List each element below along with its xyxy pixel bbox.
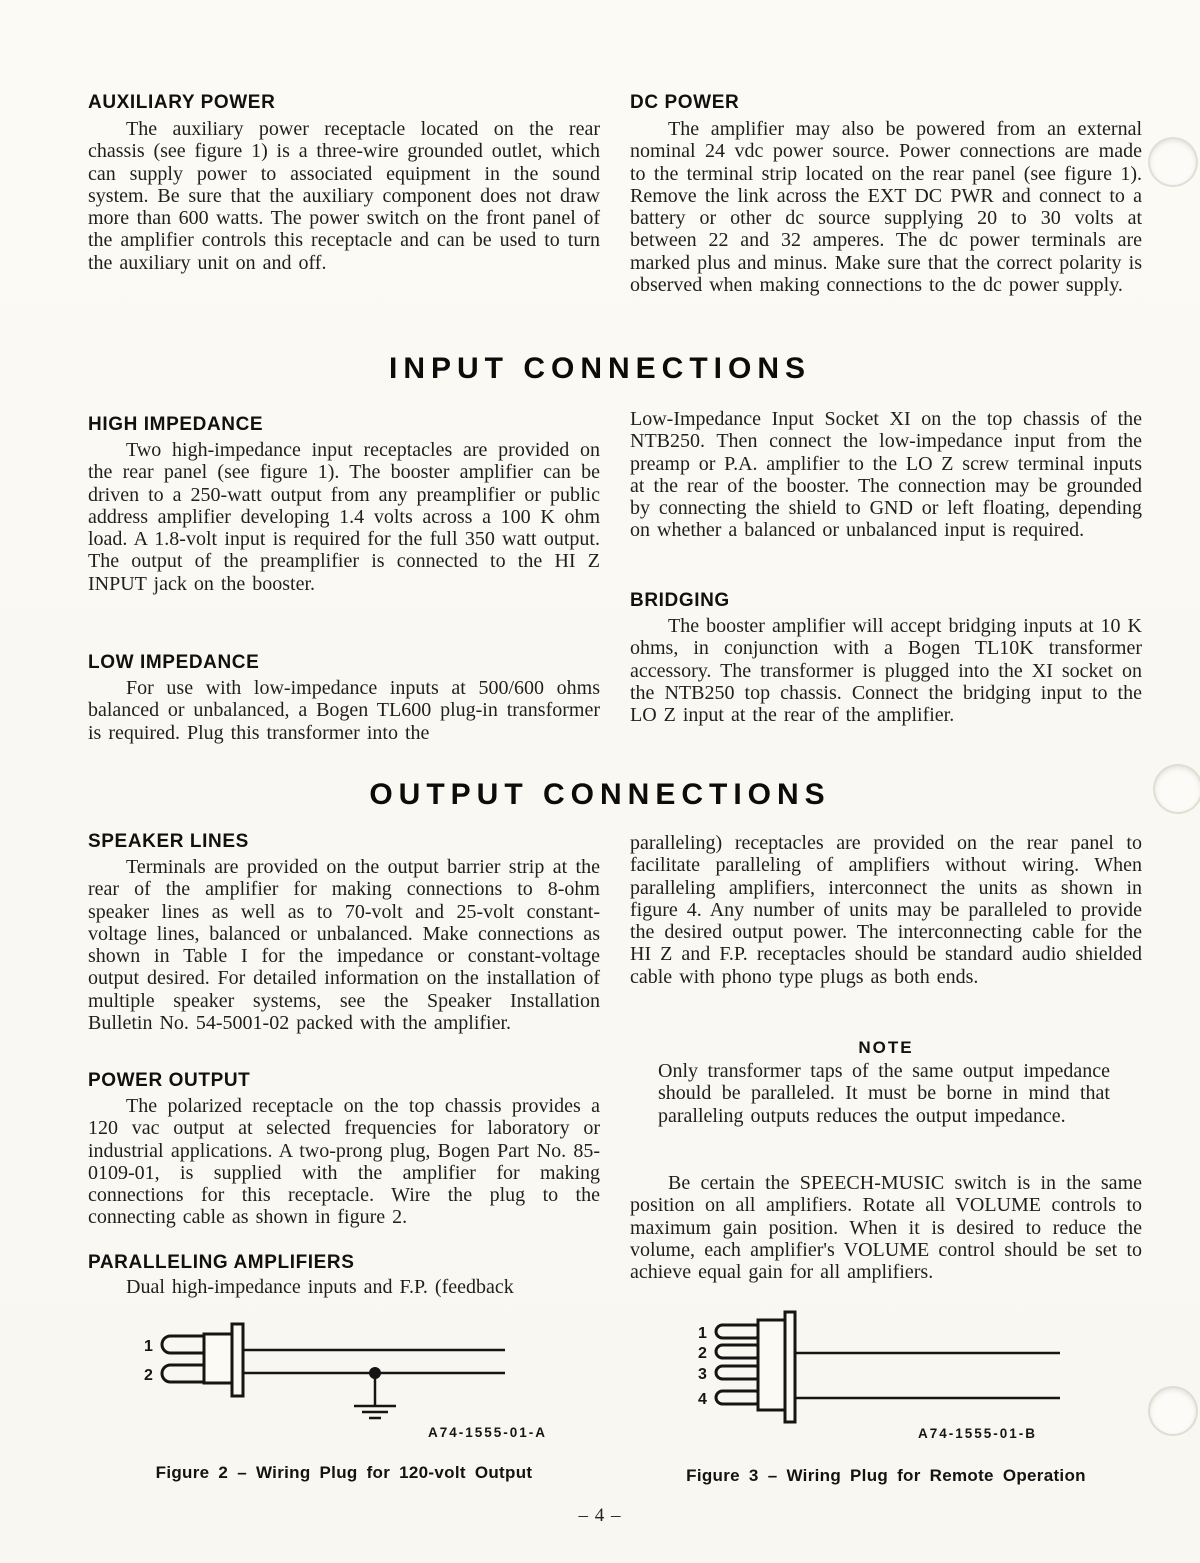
paragraph-paralleling-amplifiers-text: Dual high-impedance inputs and F.P. (feedback	[126, 1276, 514, 1298]
heading-dc-power: DC POWER	[630, 92, 740, 113]
fig2-plug-body	[204, 1334, 232, 1383]
paragraph-high-impedance	[88, 439, 600, 595]
paragraph-paralleling-continued-text: paralleling) receptacles are provided on the rear panel to facilitate paralleling of amplifiers without wiring. When paralleling amplifiers, interconnect the units as shown in figure 4. Any number of units may be paralleled to provide the desired output power. The interconnecting cable for the HI Z and F.P. receptacles should be standard audio shielded cable with phono type plugs as both ends.	[630, 832, 1142, 988]
paragraph-power-output-text: The polarized receptacle on the top chassis provides a 120 vac output at selected frequencies for laboratory or industrial applications. A two-prong plug, Bogen Part No. 85-0109-01, is supplied with the amplifier for making connections for this receptacle. Wire the plug to the connecting cable as shown in figure 2.	[88, 1095, 600, 1229]
figure-3-caption: Figure 3 – Wiring Plug for Remote Operation	[686, 1466, 1086, 1485]
page-number: – 4 –	[578, 1505, 622, 1526]
paragraph-speech-music-text: Be certain the SPEECH-MUSIC switch is in the same position on all amplifiers. Rotate all VOLUME controls to maximum gain position. When it is desired to reduce the volume, each amplifier's VOLUME control should be set to achieve equal gain for all amplifiers.	[630, 1172, 1142, 1284]
paragraph-low-impedance-text: For use with low-impedance inputs at 500/600 ohms balanced or unbalanced, a Bogen TL600 plug-in transformer is required. Plug this transformer into the	[88, 677, 600, 744]
fig3-prong-3	[716, 1366, 762, 1379]
paragraph-speaker-lines	[88, 856, 600, 1034]
fig3-pin-3-label: 3	[698, 1366, 707, 1383]
fig3-prong-2	[716, 1345, 762, 1358]
figure-3-diagram	[630, 1305, 1110, 1450]
heading-bridging: BRIDGING	[630, 590, 730, 611]
paragraph-note	[658, 1060, 1110, 1127]
paragraph-bridging-text: The booster amplifier will accept bridging inputs at 10 K ohms, in conjunction with a Bogen TL10K transformer accessory. The transformer is plugged into the XI socket on the NTB250 top chassis. Connect the bridging input to the LO Z input at the rear of the amplifier.	[630, 615, 1142, 727]
heading-auxiliary-power: AUXILIARY POWER	[88, 92, 276, 113]
fig2-pin-1-label: 1	[144, 1338, 153, 1355]
fig3-plug-plate	[785, 1312, 795, 1422]
title-output-connections: OUTPUT CONNECTIONS	[369, 778, 831, 811]
heading-speaker-lines: SPEAKER LINES	[88, 831, 249, 852]
title-input-connections: INPUT CONNECTIONS	[388, 352, 811, 385]
fig2-plug-plate	[232, 1324, 243, 1396]
fig3-pin-4-label: 4	[698, 1391, 707, 1408]
paragraph-speech-music	[630, 1172, 1142, 1283]
paragraph-power-output	[88, 1095, 600, 1229]
figure-3-svg	[630, 1305, 1110, 1450]
fig3-prong-4	[716, 1391, 762, 1404]
figure-2-diagram	[100, 1320, 600, 1450]
heading-high-impedance: HIGH IMPEDANCE	[88, 414, 264, 435]
fig3-pin-1-label: 1	[698, 1325, 707, 1342]
fig3-pin-2-label: 2	[698, 1345, 707, 1362]
paragraph-paralleling-amplifiers	[88, 1276, 600, 1298]
figure-2-svg	[100, 1320, 600, 1450]
paragraph-auxiliary-power-text: The auxiliary power receptacle located on the rear chassis (see figure 1) is a three-wire grounded outlet, which can supply power to associated equipment in the sound system. Be sure that the auxiliary component does not draw more than 600 watts. The power switch on the front panel of the amplifier controls this receptacle and can be used to turn the auxiliary unit on and off.	[88, 118, 600, 274]
paragraph-low-impedance-continued-text: Low-Impedance Input Socket XI on the top chassis of the NTB250. Then connect the low-impedance input from the preamp or P.A. amplifier to the LO Z screw terminal inputs at the rear of the booster. The connection may be grounded by connecting the shield to GND or left floating, depending on whether a balanced or unbalanced input is required.	[630, 408, 1142, 542]
paragraph-low-impedance	[88, 677, 600, 744]
fig3-part-number: A74-1555-01-B	[918, 1426, 1038, 1441]
fig2-part-number: A74-1555-01-A	[428, 1425, 548, 1440]
fig3-plug-body	[758, 1320, 785, 1410]
paragraph-high-impedance-text: Two high-impedance input receptacles are provided on the rear panel (see figure 1). The booster amplifier can be driven to a 250-watt output from any preamplifier or public address amplifier developing 1.4 volts across a 100 K ohm load. A 1.8-volt input is required for the full 350 watt output. The output of the preamplifier is connected to the HI Z INPUT jack on the booster.	[88, 439, 600, 595]
heading-low-impedance: LOW IMPEDANCE	[88, 652, 260, 673]
figure-2-caption: Figure 2 – Wiring Plug for 120-volt Output	[155, 1463, 533, 1482]
paragraph-dc-power-text: The amplifier may also be powered from an external nominal 24 vdc power source. Power connections are made to the terminal strip located on the rear panel (see figure 1). Remove the link across the EXT DC PWR and connect to a battery or other dc source supplying 20 to 30 volts at between 22 and 32 amperes. The dc power terminals are marked plus and minus. Make sure that the correct polarity is observed when making connections to the dc power supply.	[630, 118, 1142, 297]
paragraph-paralleling-continued	[630, 832, 1142, 988]
heading-power-output: POWER OUTPUT	[88, 1070, 251, 1091]
paragraph-speaker-lines-text: Terminals are provided on the output barrier strip at the rear of the amplifier for making connections to 8-ohm speaker lines as well as to 70-volt and 25-volt constant-voltage lines, balanced or unbalanced. Make connections as shown in Table I for the impedance or constant-voltage output desired. For detailed information on the installation of multiple speaker systems, see the Speaker Installation Bulletin No. 54-5001-02 packed with the amplifier.	[88, 856, 600, 1035]
paragraph-bridging	[630, 615, 1142, 726]
heading-note: NOTE	[858, 1038, 914, 1057]
paragraph-dc-power	[630, 118, 1142, 296]
paragraph-auxiliary-power	[88, 118, 600, 274]
paragraph-note-text: Only transformer taps of the same output impedance should be paralleled. It must be borne in mind that paralleling outputs reduces the output impedance.	[658, 1060, 1110, 1127]
fig2-pin-2-label: 2	[144, 1367, 153, 1384]
punch-hole-bottom	[1150, 1388, 1196, 1434]
paragraph-low-impedance-continued	[630, 408, 1142, 542]
fig3-prong-1	[716, 1325, 762, 1338]
punch-hole-top	[1150, 139, 1196, 185]
heading-paralleling-amplifiers: PARALLELING AMPLIFIERS	[88, 1252, 355, 1273]
